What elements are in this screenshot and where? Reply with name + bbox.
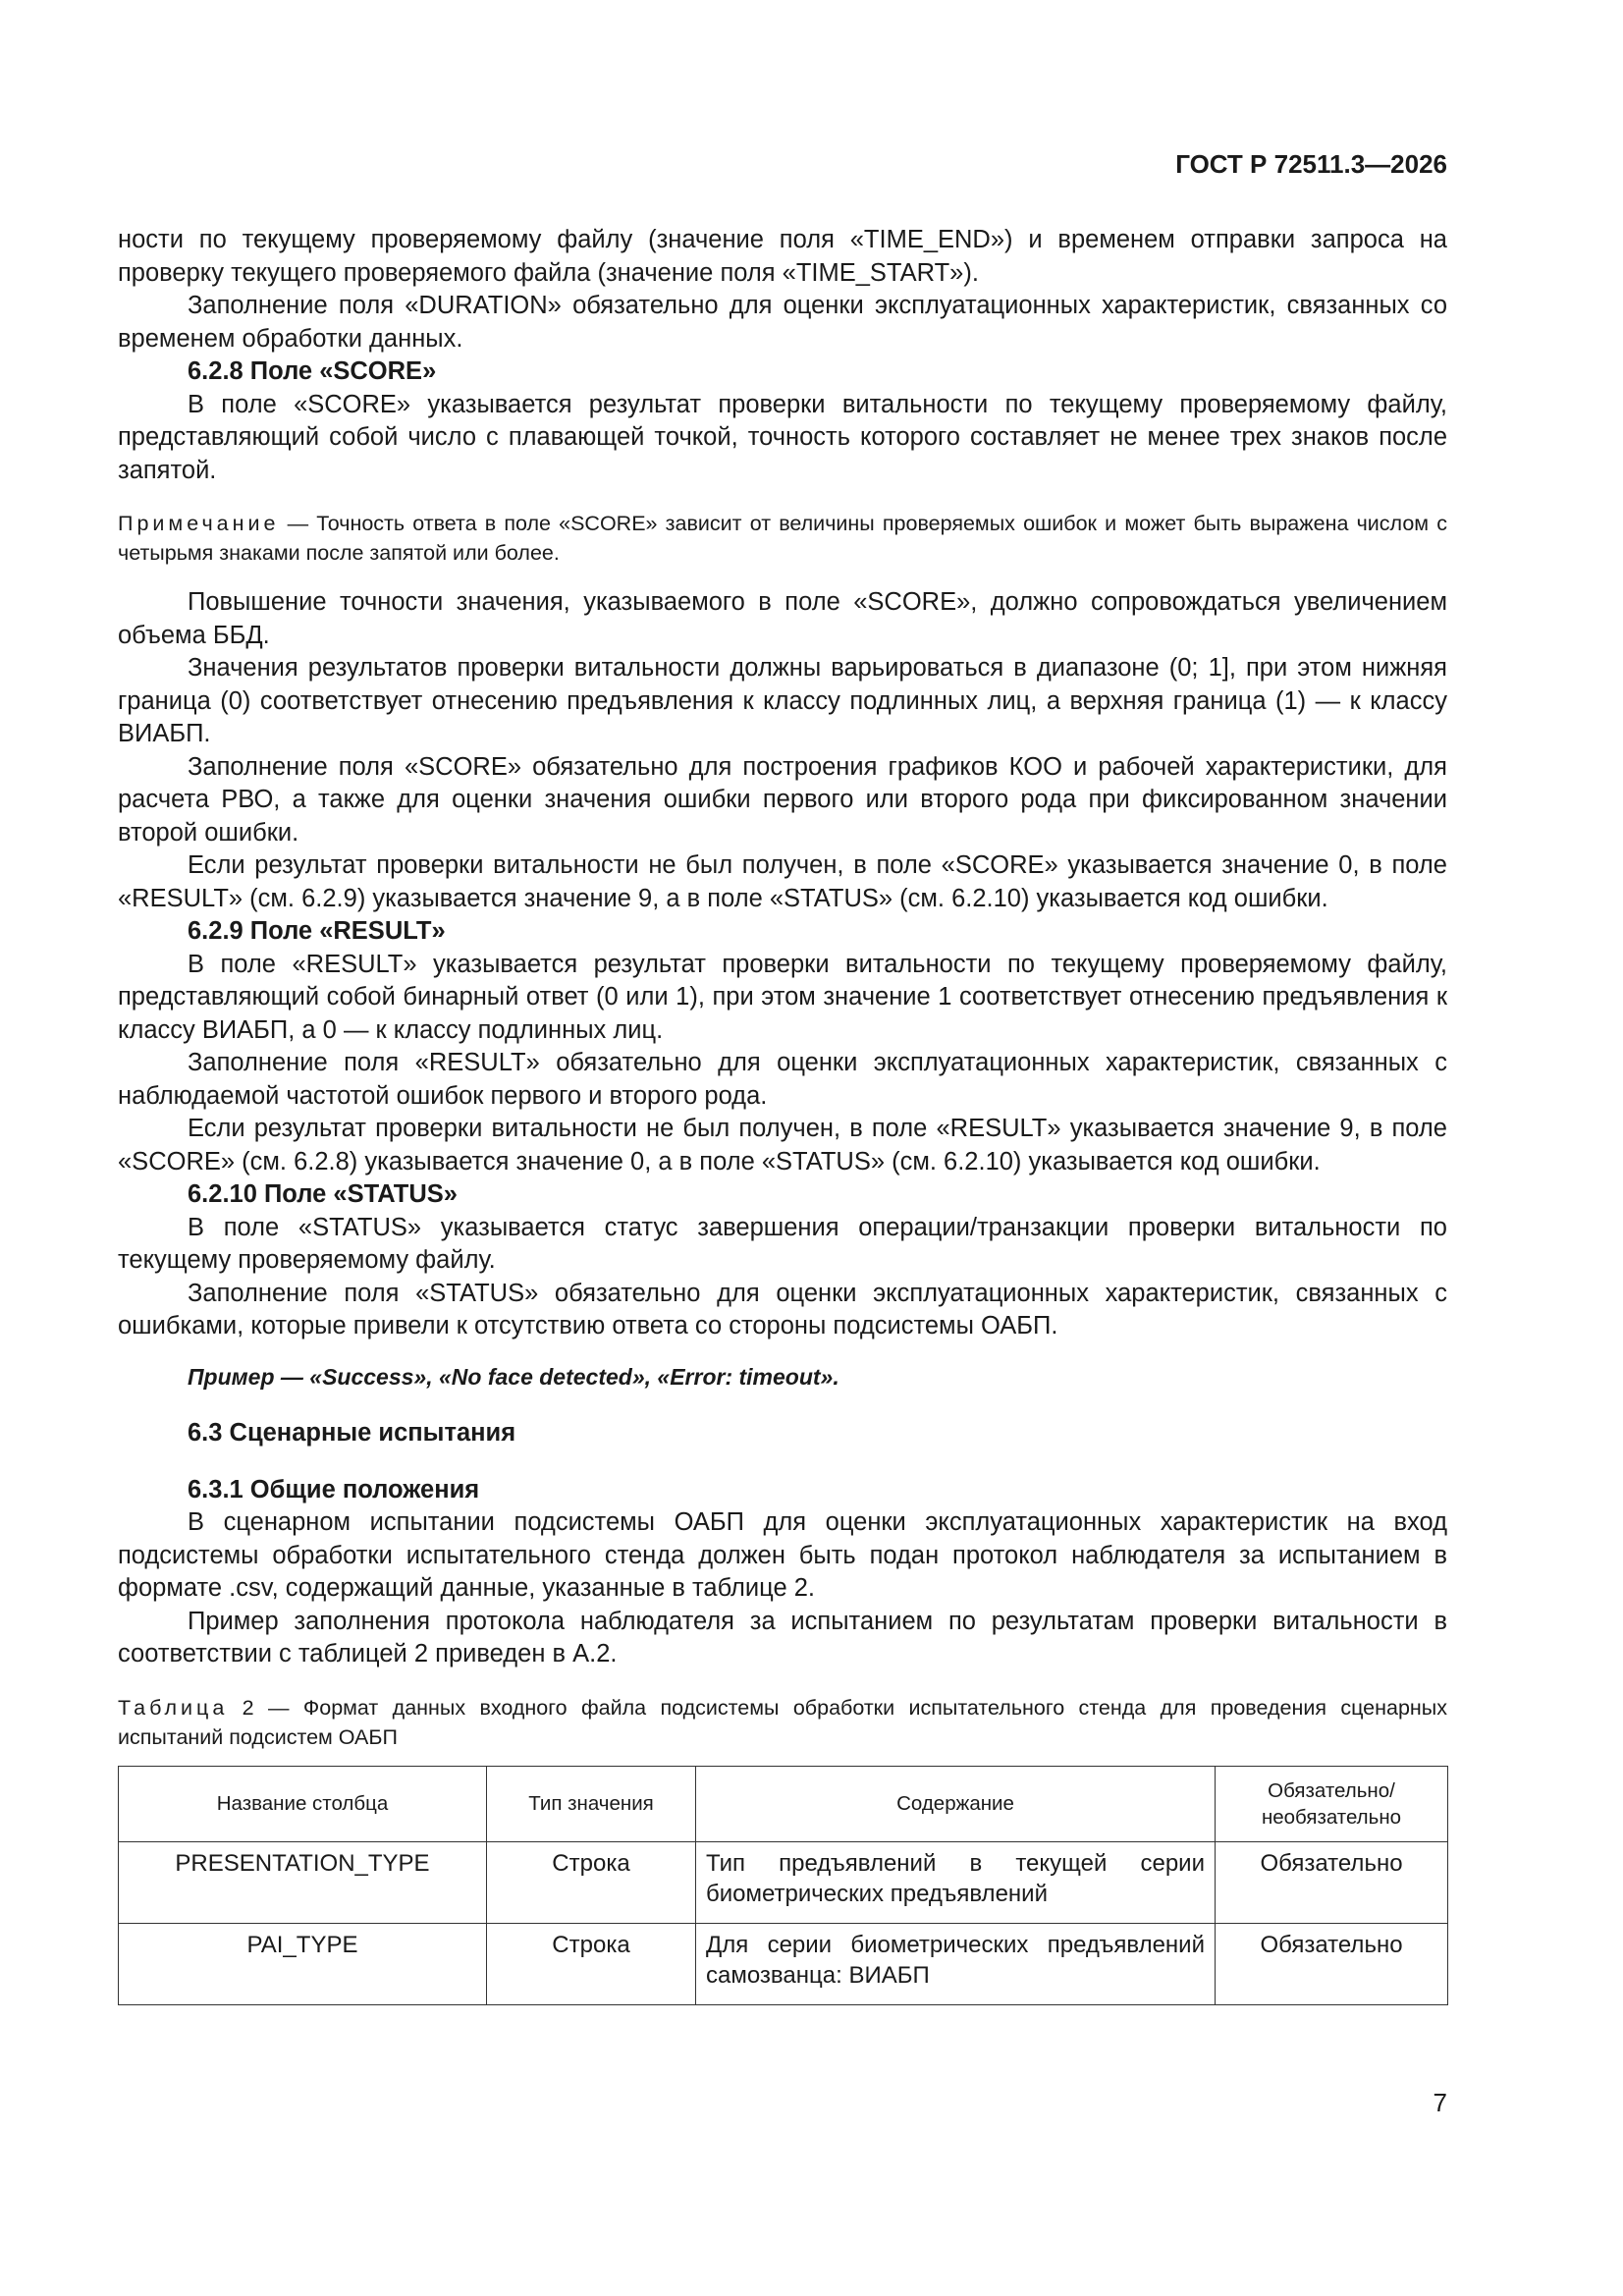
paragraph: В поле «STATUS» указывается статус завершения операции/транзакции проверки витальности по текущему проверяемому файлу. (118, 1213, 1447, 1274)
paragraph: В поле «RESULT» указывается результат проверки витальности по текущему проверяемому файлу, представляющий собой бинарный ответ (0 или 1), при этом значение 1 соответствует отнесению предъявления к классу ВИАБП, а 0 — к классу подлинных лиц. (118, 950, 1447, 1044)
paragraph: ности по текущему проверяемому файлу (значение поля «TIME_END») и временем отправки запроса на проверку текущего проверяемого файла (значение поля «TIME_START»). (118, 226, 1447, 287)
paragraph: Повышение точности значения, указываемого в поле «SCORE», должно сопровождаться увеличением объема ББД. (118, 588, 1447, 649)
table-row (119, 1841, 1448, 1923)
table-cell: Тип предъявлений в текущей серии биометрических предъявлений (696, 1841, 1216, 1923)
section-heading-6-2-8: 6.2.8 Поле «SCORE» (188, 357, 437, 385)
table-cell: Для серии биометрических предъявлений самозванца: ВИАБП (696, 1923, 1216, 2004)
document-body (118, 224, 1447, 2005)
paragraph: Пример заполнения протокола наблюдателя за испытанием по результатам проверки витальности в соответствии с таблицей 2 приведен в А.2. (118, 1607, 1447, 1667)
note (118, 509, 1447, 568)
paragraph: Если результат проверки витальности не был получен, в поле «SCORE» указывается значение 0, в поле «RESULT» (см. 6.2.9) указывается значение 9, а в поле «STATUS» (см. 6.2.10) указывается код ошибки. (118, 851, 1447, 912)
example: Пример — «Success», «No face detected», «Error: timeout». (188, 1363, 839, 1390)
column-header-content: Содержание (696, 1766, 1216, 1841)
table-cell: Строка (487, 1923, 696, 2004)
document-header: ГОСТ Р 72511.3—2026 (1175, 149, 1447, 179)
note-label: Примечание (118, 512, 280, 535)
section-heading-6-3-1: 6.3.1 Общие положения (188, 1475, 480, 1503)
paragraph: Значения результатов проверки витальности должны варьироваться в диапазоне (0; 1], при этом нижняя граница (0) соответствует отнесению предъявления к классу подлинных лиц, а верхняя граница (1) — к классу ВИАБП. (118, 654, 1447, 747)
paragraph: Заполнение поля «SCORE» обязательно для построения графиков КОО и рабочей характеристики, для расчета РВО, а также для оценки значения ошибки первого или второго рода при фиксированном значении второй ошибки. (118, 752, 1447, 847)
paragraph: В сценарном испытании подсистемы ОАБП для оценки эксплуатационных характеристик на вход подсистемы обработки испытательного стенда должен быть подан протокол наблюдателя за испытанием в формате .csv, содержащий данные, указанные в таблице 2. (118, 1508, 1447, 1602)
paragraph: В поле «SCORE» указывается результат проверки витальности по текущему проверяемому файлу, представляющий собой число с плавающей точкой, точность которого составляет не менее трех знаков после запятой. (118, 390, 1447, 484)
paragraph: Заполнение поля «STATUS» обязательно для оценки эксплуатационных характеристик, связанных с ошибками, которые привели к отсутствию ответа со стороны подсистемы ОАБП. (118, 1279, 1447, 1339)
column-header-required: Обязательно/ необязательно (1216, 1766, 1448, 1841)
table-caption (118, 1693, 1447, 1752)
table-row (119, 1923, 1448, 2004)
table-cell: Обязательно (1216, 1841, 1448, 1923)
section-heading-6-2-10: 6.2.10 Поле «STATUS» (188, 1180, 458, 1208)
paragraph: Заполнение поля «DURATION» обязательно для оценки эксплуатационных характеристик, связанных со временем обработки данных. (118, 292, 1447, 353)
paragraph: Заполнение поля «RESULT» обязательно для оценки эксплуатационных характеристик, связанных с наблюдаемой частотой ошибок первого и второго рода. (118, 1049, 1447, 1110)
paragraph: Если результат проверки витальности не был получен, в поле «RESULT» указывается значение 9, в поле «SCORE» (см. 6.2.8) указывается значение 0, а в поле «STATUS» (см. 6.2.10) указывается код ошибки. (118, 1115, 1447, 1175)
table-cell: PRESENTATION_TYPE (119, 1841, 487, 1923)
table-caption-text: 2 — Формат данных входного файла подсистемы обработки испытательного стенда для проведения сценарных испытаний подсистем ОАБП (118, 1695, 1447, 1749)
column-header-name: Название столбца (119, 1766, 487, 1841)
column-header-type: Тип значения (487, 1766, 696, 1841)
table-caption-label: Таблица (118, 1695, 229, 1720)
table-header-row (119, 1766, 1448, 1841)
table-cell: Обязательно (1216, 1923, 1448, 2004)
note-text: — Точность ответа в поле «SCORE» зависит от величины проверяемых ошибок и может быть выражена числом с четырьмя знаками после запятой или более. (118, 512, 1447, 565)
data-format-table (118, 1766, 1448, 2005)
section-heading-6-3: 6.3 Сценарные испытания (188, 1419, 516, 1447)
page-number: 7 (1433, 2088, 1447, 2117)
table-cell: Строка (487, 1841, 696, 1923)
table-cell: PAI_TYPE (119, 1923, 487, 2004)
section-heading-6-2-9: 6.2.9 Поле «RESULT» (188, 917, 446, 945)
